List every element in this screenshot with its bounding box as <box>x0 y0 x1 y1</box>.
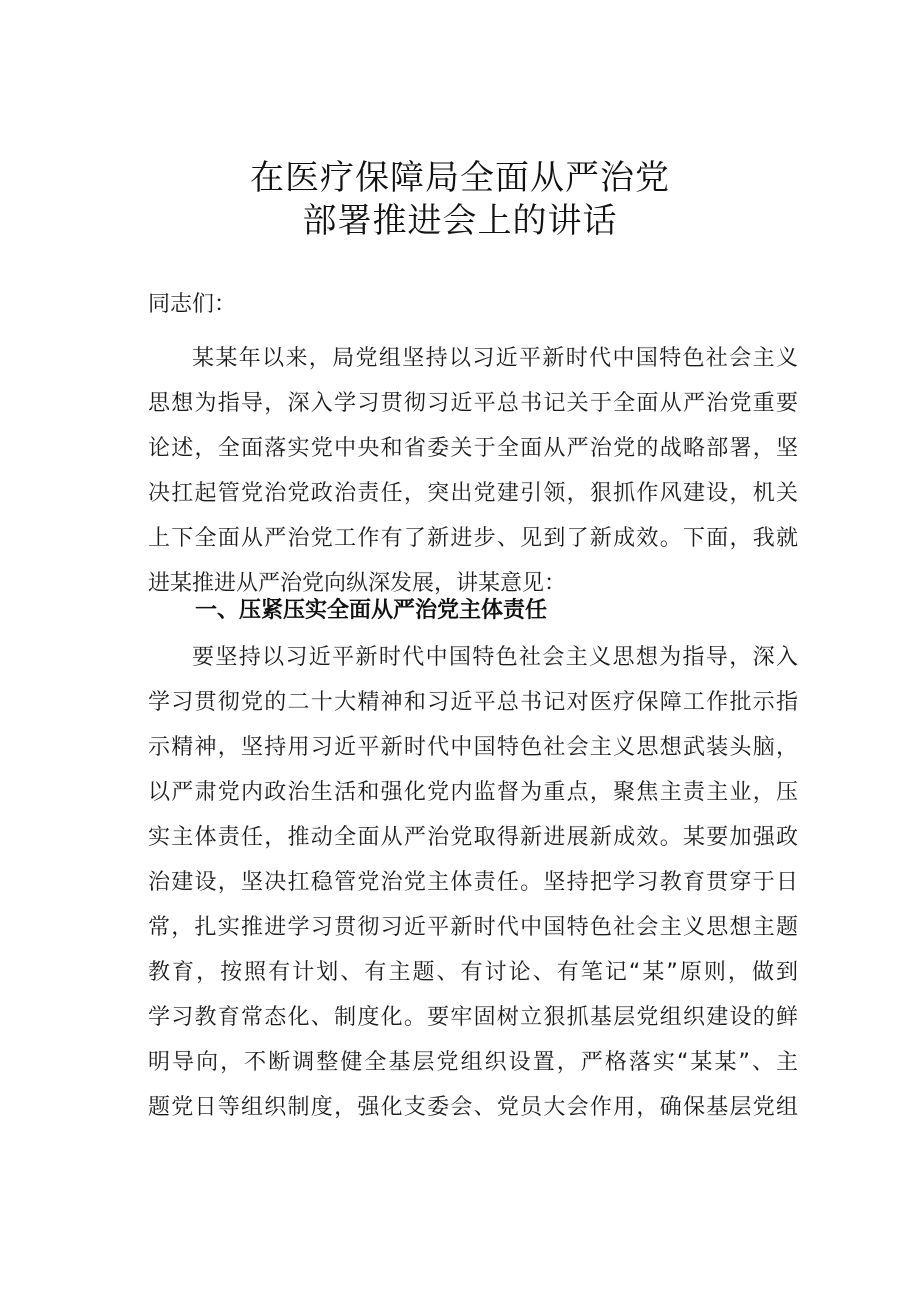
paragraph-line: 思想为指导，深入学习贯彻习近平总书记关于全面从严治党重要 <box>148 391 798 416</box>
document-title-line-2: 部署推进会上的讲话 <box>302 201 618 241</box>
paragraph-line: 进某推进从严治党向纵深发展，讲某意见： <box>148 571 567 596</box>
paragraph-line: 上下全面从严治党工作有了新进步、见到了新成效。下面，我就 <box>148 526 798 551</box>
paragraph-line: 题党日等组织制度，强化支委会、党员大会作用，确保基层党组 <box>148 1095 798 1120</box>
paragraph-line: 某某年以来，局党组坚持以习近平新时代中国特色社会主义 <box>192 346 798 371</box>
paragraph-line: 示精神，坚持用习近平新时代中国特色社会主义思想武装头脑， <box>148 735 798 760</box>
paragraph-section-1 <box>148 635 798 1130</box>
paragraph-line: 要坚持以习近平新时代中国特色社会主义思想为指导，深入 <box>192 645 798 670</box>
paragraph-line: 以严肃党内政治生活和强化党内监督为重点，聚焦主责主业，压 <box>148 780 798 805</box>
paragraph-line: 论述，全面落实党中央和省委关于全面从严治党的战略部署，坚 <box>148 436 798 461</box>
document-title-line-1: 在医疗保障局全面从严治党 <box>250 158 670 198</box>
paragraph-line: 教育，按照有计划、有主题、有讨论、有笔记“某”原则，做到 <box>148 960 798 985</box>
section-heading-1: 一、压紧压实全面从严治党主体责任 <box>195 598 548 623</box>
paragraph-line: 实主体责任，推动全面从严治党取得新进展新成效。某要加强政 <box>148 825 798 850</box>
paragraph-intro <box>148 336 798 606</box>
paragraph-line: 常，扎实推进学习贯彻习近平新时代中国特色社会主义思想主题 <box>148 915 798 940</box>
paragraph-line: 决扛起管党治党政治责任，突出党建引领，狠抓作风建设，机关 <box>148 481 798 506</box>
paragraph-line: 明导向，不断调整健全基层党组织设置，严格落实“某某”、主 <box>148 1050 798 1075</box>
paragraph-line: 学习贯彻党的二十大精神和习近平总书记对医疗保障工作批示指 <box>148 690 798 715</box>
paragraph-line: 学习教育常态化、制度化。要牢固树立狠抓基层党组织建设的鲜 <box>148 1005 798 1030</box>
salutation: 同志们： <box>148 292 237 317</box>
paragraph-line: 治建设，坚决扛稳管党治党主体责任。坚持把学习教育贯穿于日 <box>148 870 798 895</box>
